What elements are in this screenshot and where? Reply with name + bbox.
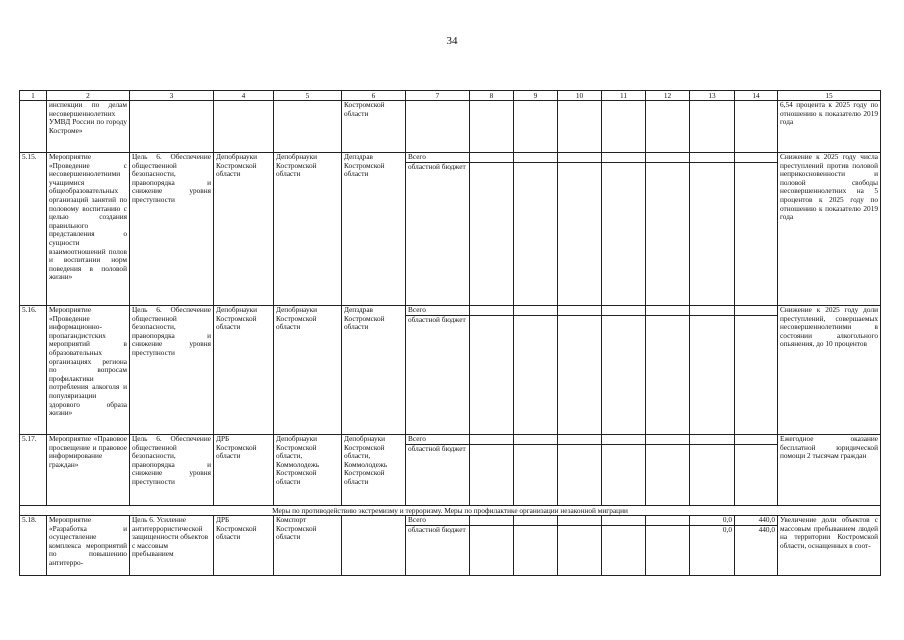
col-header: 8 — [470, 91, 514, 101]
program-activities-table — [19, 90, 881, 576]
activity-name: инспекции по делам несовершеннолетних УМВД России по городу Костроме» — [47, 101, 130, 153]
funding-source — [406, 153, 470, 306]
col-header: 13 — [690, 91, 735, 101]
goal: Цель 6. Обеспечение общественной безопасности, правопорядка и снижение уровня преступности — [130, 435, 214, 506]
goal — [130, 101, 214, 153]
activity-name: Мероприятие «Разработка и осуществление комплекса мероприятий по повышению антитерро- — [47, 516, 130, 576]
col-header: 15 — [778, 91, 881, 101]
funding-2025-total: 440,0 — [735, 516, 777, 526]
col-header: 4 — [214, 91, 274, 101]
expected-result: Снижение к 2025 году числа преступлений против половой неприкосновенности и половой свободы несовершеннолетних на 5 процентов к 2025 году по отношению к показателю 2019 года — [778, 153, 881, 306]
coexecutor: Комспорт Костромской области — [274, 516, 342, 576]
col-header: 3 — [130, 91, 214, 101]
col-header: 1 — [20, 91, 47, 101]
funding-2024-budget: 0,0 — [722, 525, 732, 534]
expected-result: 6,54 процента к 2025 году по отношению к показателю 2019 года — [778, 101, 881, 153]
activity-name: Мероприятие «Правовое просвещение и правовое информирование граждан» — [47, 435, 130, 506]
participant: Депздрав Костромской области — [342, 306, 406, 435]
col-header: 7 — [406, 91, 470, 101]
funding-2024-total: 0,0 — [690, 516, 734, 526]
funding-budget-label: областной бюджет — [408, 162, 466, 171]
funding-source — [406, 101, 470, 153]
activity-name: Мероприятие «Проведение с несовершеннолетними учащимися общеобразовательных организаций занятий по половому воспитанию с целью создания правильного представления о сущности взаимоотношений полов и воспитании норм поведения в половой жизни» — [47, 153, 130, 306]
funding-total-label: Всего — [406, 306, 469, 316]
funding-source — [406, 306, 470, 435]
row-number: 5.18. — [20, 516, 47, 576]
responsible: Депобрнауки Костромской области — [214, 306, 274, 435]
col-header: 11 — [602, 91, 646, 101]
funding-source — [406, 516, 470, 576]
col-header: 6 — [342, 91, 406, 101]
col-header: 5 — [274, 91, 342, 101]
col-header: 12 — [646, 91, 690, 101]
responsible — [214, 101, 274, 153]
participant: Депздрав Костромской области — [342, 153, 406, 306]
coexecutor: Депобрнауки Костромской области — [274, 306, 342, 435]
funding-2025-budget: 440,0 — [758, 525, 775, 534]
funding-total-label: Всего — [406, 516, 469, 526]
section-title: Меры по противодействию экстремизму и терроризму. Меры по профилактике организации незаконной миграции — [20, 506, 881, 516]
table-row — [20, 153, 881, 306]
row-number: 5.16. — [20, 306, 47, 435]
responsible: ДРБ Костромской области — [214, 435, 274, 506]
table-row — [20, 435, 881, 506]
page-number: 34 — [446, 35, 458, 47]
coexecutor — [274, 101, 342, 153]
table-row — [20, 516, 881, 576]
goal: Цель 6. Усиление антитеррористической защищенности объектов с массовым пребыванием — [130, 516, 214, 576]
col-header: 14 — [735, 91, 778, 101]
goal: Цель 6. Обеспечение общественной безопасности, правопорядка и снижение уровня преступности — [130, 306, 214, 435]
coexecutor: Депобрнауки Костромской области — [274, 153, 342, 306]
expected-result: Увеличение доли объектов с массовым пребыванием людей на территории Костромской области, оснащенных в соот- — [778, 516, 881, 576]
row-number — [20, 101, 47, 153]
col-header: 2 — [47, 91, 130, 101]
expected-result: Снижение к 2025 году доли преступлений, совершаемых несовершеннолетними в состоянии алкогольного опьянения, до 10 процентов — [778, 306, 881, 435]
section-heading-row — [20, 506, 881, 516]
funding-budget-label: областной бюджет — [408, 315, 466, 324]
col-header: 9 — [514, 91, 558, 101]
participant: Депобрнауки Костромской области, Коммолодежь Костромской области — [342, 435, 406, 506]
funding-budget-label: областной бюджет — [408, 444, 466, 453]
funding-source — [406, 435, 470, 506]
responsible: Депобрнауки Костромской области — [214, 153, 274, 306]
funding-total-label: Всего — [406, 435, 469, 445]
row-number: 5.17. — [20, 435, 47, 506]
participant: Костромской области — [342, 101, 406, 153]
responsible: ДРБ Костромской области — [214, 516, 274, 576]
funding-2025 — [735, 516, 778, 576]
row-number: 5.15. — [20, 153, 47, 306]
goal: Цель 6. Обеспечение общественной безопасности, правопорядка и снижение уровня преступности — [130, 153, 214, 306]
funding-budget-label: областной бюджет — [408, 525, 466, 534]
column-number-row — [20, 91, 881, 101]
table-row — [20, 306, 881, 435]
funding-2024 — [690, 516, 735, 576]
funding-total-label: Всего — [406, 153, 469, 163]
participant — [342, 516, 406, 576]
coexecutor: Депобрнауки Костромской области, Коммолодежь Костромской области — [274, 435, 342, 506]
expected-result: Ежегодное оказание бесплатной юридической помощи 2 тысячам граждан — [778, 435, 881, 506]
activity-name: Мероприятие «Проведение информационно-пропагандистских мероприятий в образовательных организациях региона по вопросам профилактики потребления алкоголя и популяризации здорового образа жизни» — [47, 306, 130, 435]
table-row — [20, 101, 881, 153]
col-header: 10 — [558, 91, 602, 101]
